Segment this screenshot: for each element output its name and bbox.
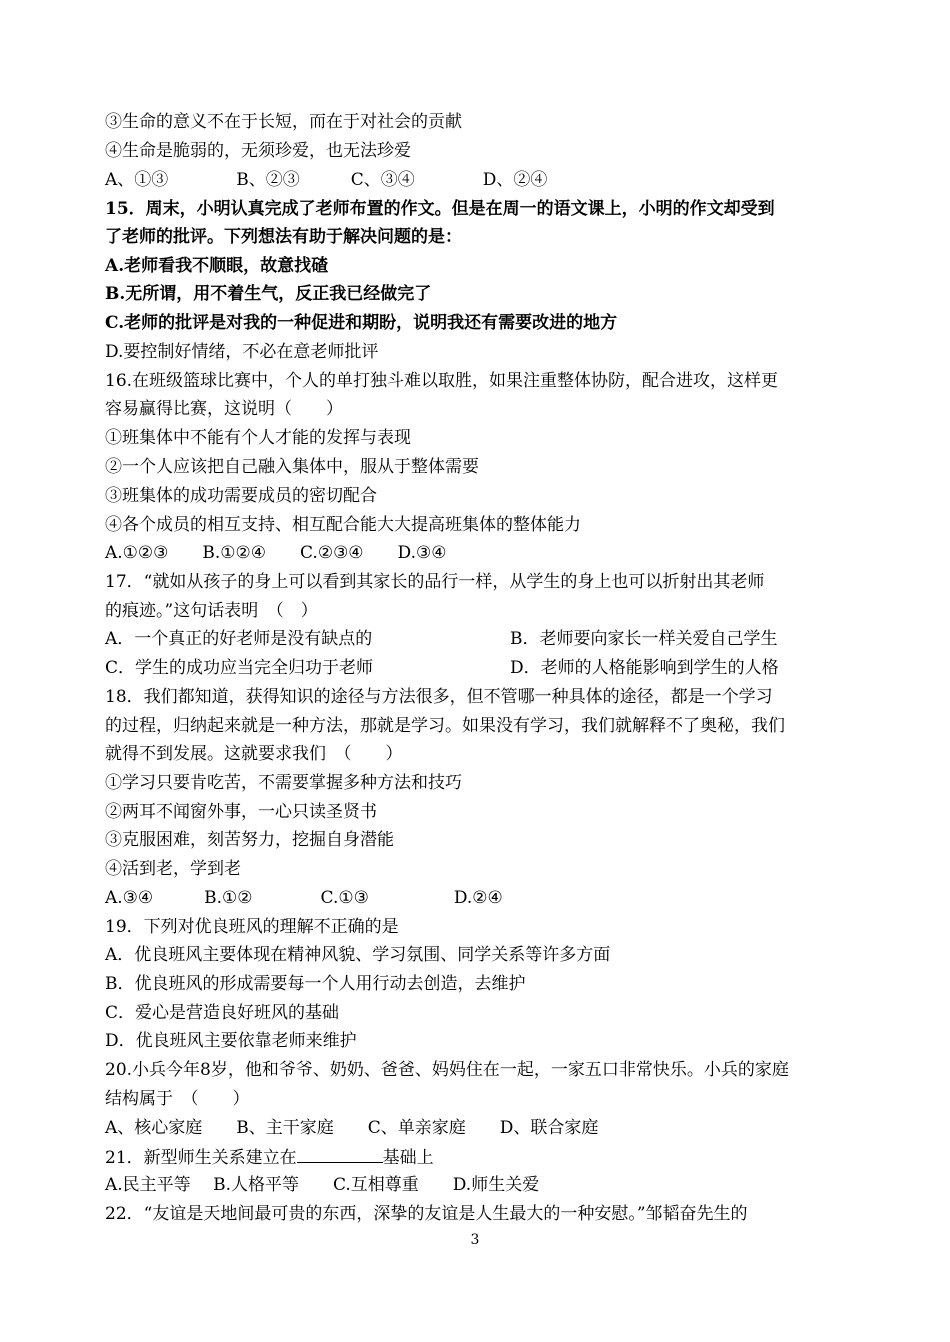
- question-17: 17．“就如从孩子的身上可以看到其家长的品行一样，从学生的身上也可以折射出其老师: [105, 572, 765, 592]
- page-number: 3: [470, 1232, 480, 1248]
- text-line: ③克服困难，刻苦努力，挖掘自身潜能: [105, 830, 394, 850]
- text-line: ③班集体的成功需要成员的密切配合: [105, 486, 377, 506]
- text-line: ④生命是脆弱的，无须珍爱，也无法珍爱: [105, 141, 411, 161]
- text-line: ②两耳不闻窗外事，一心只读圣贤书: [105, 802, 377, 822]
- text-line: ③生命的意义不在于长短，而在于对社会的贡献: [105, 112, 462, 132]
- option-line: A、①③ B、②③ C、③④ D、②④: [105, 170, 548, 190]
- question-22: 22．“友谊是天地间最可贵的东西，深挚的友谊是人生最大的一种安慰。”邹韬奋先生的: [105, 1204, 748, 1224]
- option-c: C．学生的成功应当完全归功于老师: [105, 658, 374, 678]
- fill-blank: [297, 1146, 383, 1163]
- option-line: B.无所谓，用不着生气，反正我已经做完了: [105, 284, 432, 304]
- option-line: B．优良班风的形成需要每一个人用行动去创造，去维护: [105, 974, 526, 994]
- question-18: 18．我们都知道，获得知识的途径与方法很多，但不管哪一种具体的途径，都是一个学习: [105, 687, 773, 707]
- option-a: A．一个真正的好老师是没有缺点的: [105, 629, 373, 649]
- option-line: A.老师看我不顺眼，故意找碴: [105, 256, 329, 276]
- option-line: C.老师的批评是对我的一种促进和期盼，说明我还有需要改进的地方: [105, 313, 618, 333]
- question-16: 16.在班级篮球比赛中，个人的单打独斗难以取胜，如果注重整体协防，配合进攻，这样更: [105, 371, 779, 391]
- text-line: 就得不到发展。这就要求我们 （ ）: [105, 744, 403, 764]
- option-b: B．老师要向家长一样关爱自己学生: [510, 629, 778, 649]
- question-15: 15．周末，小明认真完成了老师布置的作文。但是在周一的语文课上，小明的作文却受到: [105, 199, 775, 219]
- text-line: ①班集体中不能有个人才能的发挥与表现: [105, 428, 411, 448]
- text-line: ①学习只要肯吃苦，不需要掌握多种方法和技巧: [105, 773, 462, 793]
- text-line: 的过程，归纳起来就是一种方法，那就是学习。如果没有学习，我们就解释不了奥秘，我们: [105, 716, 785, 736]
- option-line: A.①②③ B.①②④ C.②③④ D.③④: [105, 543, 447, 563]
- text-line: ④各个成员的相互支持、相互配合能大大提高班集体的整体能力: [105, 515, 581, 535]
- text-line: ②一个人应该把自己融入集体中，服从于整体需要: [105, 457, 479, 477]
- text-line: 结构属于 （ ）: [105, 1089, 250, 1109]
- option-line: A．优良班风主要体现在精神风貌、学习氛围、同学关系等许多方面: [105, 945, 611, 965]
- text-line: ④活到老，学到老: [105, 859, 241, 879]
- option-line: [105, 628, 850, 650]
- option-line: D.要控制好情绪，不必在意老师批评: [105, 342, 379, 362]
- question-21-text: 21．新型师生关系建立在: [105, 1148, 297, 1168]
- option-line: A、核心家庭 B、主干家庭 C、单亲家庭 D、联合家庭: [105, 1118, 599, 1138]
- option-line: [105, 657, 850, 679]
- question-20: 20.小兵今年8岁，他和爷爷、奶奶、爸爸、妈妈住在一起，一家五口非常快乐。小兵的家庭: [105, 1060, 789, 1080]
- option-d: D．老师的人格能影响到学生的人格: [510, 658, 779, 678]
- question-21-text-end: 基础上: [382, 1148, 434, 1168]
- text-line: 了老师的批评。下列想法有助于解决问题的是：: [105, 227, 462, 247]
- text-line: 容易赢得比赛，这说明（ ）: [105, 399, 343, 419]
- question-21: [105, 1146, 850, 1169]
- text-line: 的痕迹。”这句话表明 （ ）: [105, 601, 318, 621]
- question-19: 19．下列对优良班风的理解不正确的是: [105, 917, 399, 937]
- option-line: A.③④ B.①② C.①③ D.②④: [105, 888, 503, 908]
- option-line: D．优良班风主要依靠老师来维护: [105, 1031, 357, 1051]
- option-line: A.民主平等 B.人格平等 C.互相尊重 D.师生关爱: [105, 1175, 540, 1195]
- option-line: C．爱心是营造良好班风的基础: [105, 1003, 340, 1023]
